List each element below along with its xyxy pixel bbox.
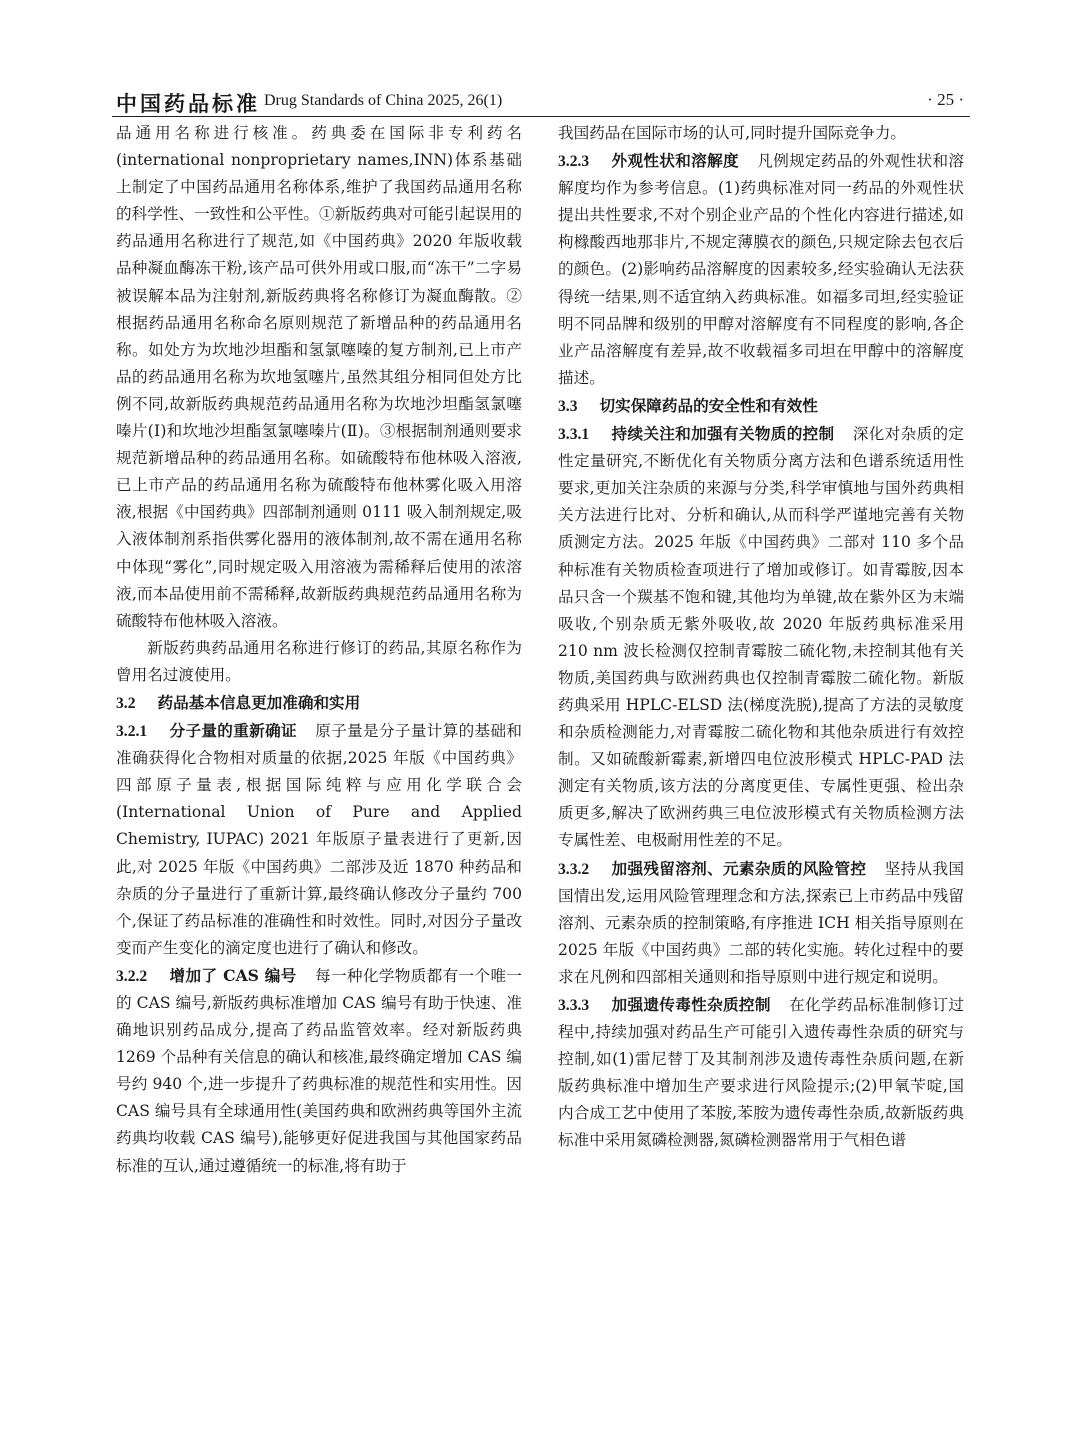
section-number: 3.2.3 (558, 153, 590, 171)
journal-title-en: Drug Standards of China 2025, 26(1) (264, 92, 503, 109)
left-column (116, 120, 522, 1400)
section-number: 3.3.1 (558, 426, 590, 444)
section-title: 外观性状和溶解度 (611, 151, 739, 171)
section-title: 持续关注和加强有关物质的控制 (611, 424, 835, 444)
page-number: · 25 · (927, 90, 964, 109)
paragraph: 品通用名称进行核准。药典委在国际非专利药名(international nonproprietary names,INN)体系基础上制定了中国药品通用名称体系,维护了我国药品通用名称的科学性、一致性和公平性。①新版药典对可能引起误用的药品通用名称进行了规范,如《中国药典》2020 年版收载品种凝血酶冻干粉,该产品可供外用或口服,而“冻干”二字易被误解本品为注射剂,新版药典将名称修订为凝血酶散。②根据药品通用名称命名原则规范了新增品种的药品通用名称。如处方为坎地沙坦酯和氢氯噻嗪的复方制剂,已上市产品的药品通用名称为坎地氢噻片,虽然其组分相同但处方比例不同,故新版药典规范药品通用名称为坎地沙坦酯氢氯噻嗪片(Ⅰ)和坎地沙坦酯氢氯噻嗪片(Ⅱ)。③根据制剂通则要求规范新增品种的药品通用名称。如硫酸特布他林吸入溶液,已上市产品的药品通用名称为硫酸特布他林雾化吸入用溶液,根据《中国药典》四部制剂通则 0111 吸入制剂规定,吸入液体制剂系指供雾化器用的液体制剂,故不需在通用名称中体现“雾化”,同时规定吸入用溶液为需稀释后使用的浓溶液,而本品使用前不需稀释,故新版药典规范药品通用名称为硫酸特布他林吸入溶液。 (116, 124, 522, 630)
running-header (116, 88, 966, 118)
subsection-3-3-2 (558, 855, 964, 991)
paragraph-body: 每一种化学物质都有一个唯一的 CAS 编号,新版药典标准增加 CAS 编号有助于快速、准确地识别药品成分,提高了药品监管效率。经对新版药典 1269 个品种有关信息的确认和核准,最终确定增加 CAS 编号约 940 个,进一步提升了药典标准的规范性和实用性。因 CAS 编号具有全球通用性(美国药典和欧洲药典等国外主流药典均收载 CAS 编号),能够更好促进我国与其他国家药品标准的互认,通过遵循统一的标准,将有助于 (116, 966, 522, 1175)
section-title: 药品基本信息更加准确和实用 (157, 692, 361, 712)
paragraph: 新版药典药品通用名称进行修订的药品,其原名称作为曾用名过渡使用。 (116, 638, 522, 684)
paragraph-body: 在化学药品标准制修订过程中,持续加强对药品生产可能引入遗传毒性杂质的研究与控制,如(1)雷尼替丁及其制剂涉及遗传毒性杂质问题,在新版药典标准中增加生产要求进行风险提示;(2)甲氧苄啶,国内合成工艺中使用了苯胺,苯胺为遗传毒性杂质,故新版药典标准中采用氮磷检测器,氮磷检测器常用于气相色谱 (558, 996, 964, 1150)
section-heading-3-3 (558, 392, 964, 420)
paragraph-body: 凡例规定药品的外观性状和溶解度均作为参考信息。(1)药典标准对同一药品的外观性状提出共性要求,不对个别企业产品的个性化内容进行描述,如枸橼酸西地那非片,不规定薄膜衣的颜色,只规定除去包衣后的颜色。(2)影响药品溶解度的因素较多,经实验确认无法获得统一结果,则不适宜纳入药典标准。如福多司坦,经实验证明不同品牌和级别的甲醇对溶解度有不同程度的影响,各企业产品溶解度有差异,故不收载福多司坦在甲醇中的溶解度描述。 (558, 152, 964, 387)
paragraph-body: 坚持从我国国情出发,运用风险管理理念和方法,探索已上市药品中残留溶剂、元素杂质的控制策略,有序推进 ICH 相关指导原则在 2025 年版《中国药典》二部的转化实施。转化过程中的要求在凡例和四部相关通则和指导原则中进行规定和说明。 (558, 859, 964, 986)
section-number: 3.2 (116, 694, 136, 712)
subsection-3-2-3 (558, 147, 964, 392)
subsection-3-2-2 (116, 962, 522, 1180)
section-title: 分子量的重新确证 (169, 721, 297, 741)
paragraph-body: 深化对杂质的定性定量研究,不断优化有关物质分离方法和色谱系统适用性要求,更加关注杂质的来源与分类,科学审慎地与国外药典相关方法进行比对、分析和确认,从而科学严谨地完善有关物质测定方法。2025 年版《中国药典》二部对 110 多个品种标准有关物质检查项进行了增加或修订。如青霉胺,因本品只含一个羰基不饱和键,其他均为单键,故在紫外区为末端吸收,个别杂质无紫外吸收,故 2020 年版药典标准采用 210 nm 波长检测仅控制青霉胺二硫化物,未控制其他有关物质,美国药典与欧洲药典也仅控制青霉胺二硫化物。新版药典采用 HPLC-ELSD 法(梯度洗脱),提高了方法的灵敏度和杂质检测能力,对青霉胺二硫化物和其他杂质进行有效控制。又如硫酸新霉素,新增四电位波形模式 HPLC-PAD 法测定有关物质,该方法的分离度更佳、专属性更强、检出杂质更多,解决了欧洲药典三电位波形模式有关物质检测方法专属性差、电极耐用性差的不足。 (558, 425, 964, 850)
paragraph-body: 原子量是分子量计算的基础和准确获得化合物相对质量的依据,2025 年版《中国药典》四部原子量表,根据国际纯粹与应用化学联合会(International Union of Pure and Applied Chemistry, IUPAC) 2021 年版原子量表进行了更新,因此,对 2025 年版《中国药典》二部涉及近 1870 种药品和杂质的分子量进行了重新计算,最终确认修改分子量约 700 个,保证了药品标准的准确性和时效性。同时,对因分子量改变而产生变化的滴定度也进行了确认和修改。 (116, 722, 522, 957)
section-heading-3-2 (116, 689, 522, 717)
section-title: 切实保障药品的安全性和有效性 (599, 395, 818, 415)
section-title: 增加了 CAS 编号 (169, 965, 297, 985)
section-title: 加强残留溶剂、元素杂质的风险管控 (611, 858, 867, 878)
subsection-3-3-1 (558, 420, 964, 855)
paragraph: 我国药品在国际市场的认可,同时提升国际竞争力。 (558, 124, 907, 142)
section-number: 3.2.1 (116, 723, 148, 741)
section-number: 3.3.3 (558, 997, 590, 1014)
subsection-3-3-3 (558, 991, 964, 1155)
journal-title-cn: 中国药品标准 (116, 91, 260, 116)
right-column (558, 120, 964, 1400)
header-rule (112, 116, 970, 117)
section-number: 3.3.2 (558, 860, 590, 878)
section-number: 3.3 (558, 397, 578, 415)
section-number: 3.2.2 (116, 967, 148, 985)
section-title: 加强遗传毒性杂质控制 (611, 995, 771, 1014)
subsection-3-2-1 (116, 717, 522, 962)
